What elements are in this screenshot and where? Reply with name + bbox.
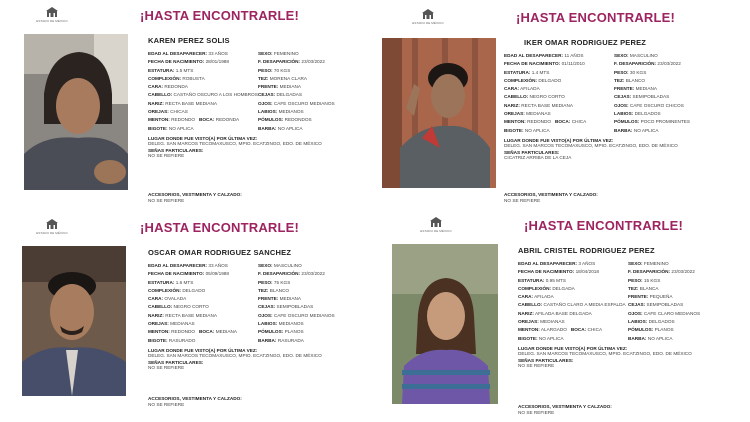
person-details bbox=[518, 260, 744, 343]
field-label: EDAD AL DESAPARECER: bbox=[148, 263, 208, 268]
distinguishing-marks-value: CICATRIZ ARRIBA DE LA CEJA bbox=[504, 155, 572, 161]
field-value: DELGADOS bbox=[648, 319, 675, 325]
field-label: SEXO: bbox=[614, 53, 629, 58]
field-label: BOCA: bbox=[555, 119, 571, 125]
field-value: SEMIPOBLADAS bbox=[646, 302, 684, 308]
card-headline: ¡HASTA ENCONTRARLE! bbox=[140, 8, 300, 23]
field-value: CHICA bbox=[571, 119, 587, 125]
government-logo bbox=[22, 6, 82, 23]
field-label: FRENTE: bbox=[258, 296, 279, 302]
field-label: OREJAS: bbox=[148, 109, 169, 115]
state-emblem-icon bbox=[430, 216, 442, 228]
field-value: DELGADO bbox=[182, 287, 206, 293]
field-value: POCO PROMINENTES bbox=[640, 119, 691, 125]
person-name: OSCAR OMAR RODRIGUEZ SANCHEZ bbox=[148, 248, 292, 257]
field-value: AFILADA BASE DELGADA bbox=[534, 310, 592, 316]
government-logo bbox=[22, 218, 82, 235]
field-value: 11 AÑOS bbox=[564, 53, 584, 58]
last-seen-label: LUGAR DONDE FUE VISTO(A) POR ÚLTIMA VEZ: bbox=[148, 348, 258, 353]
field-label: COMPLEXIÓN: bbox=[148, 75, 182, 81]
field-value: OVALADA bbox=[164, 296, 187, 302]
field-value: 28/01/1988 bbox=[205, 59, 230, 65]
field-value: NO APLICA bbox=[647, 335, 673, 341]
last-seen-location bbox=[148, 136, 358, 147]
field-value: NEGRO CORTO bbox=[173, 304, 209, 310]
person-details bbox=[504, 52, 720, 135]
field-value: 23/03/2022 bbox=[301, 59, 325, 65]
field-value: RASURADO bbox=[168, 337, 196, 343]
field-value: 75 KGS bbox=[273, 279, 291, 285]
person-photo bbox=[392, 244, 498, 404]
field-value: PLANOS bbox=[654, 327, 674, 333]
field-label: PÓMULOS: bbox=[258, 329, 284, 335]
field-label: FECHA DE NACIMIENTO: bbox=[148, 271, 205, 277]
field-label: PESO: bbox=[614, 69, 629, 75]
field-value: REDONDOS bbox=[284, 117, 312, 123]
field-value: 1.6 MTS bbox=[175, 279, 194, 285]
field-value: 0.95 MTS bbox=[545, 277, 567, 283]
field-label: PESO: bbox=[628, 277, 643, 283]
field-value: 15 KGS bbox=[643, 277, 661, 283]
field-label: COMPLEXIÓN: bbox=[504, 77, 538, 83]
field-value: RECTA BASE MEDIANA bbox=[521, 102, 573, 108]
field-label: MENTON: bbox=[504, 119, 526, 125]
field-label: OREJAS: bbox=[148, 321, 169, 327]
field-value: RECTA BASE MEDIANA bbox=[165, 312, 217, 318]
field-label: EDAD AL DESAPARECER: bbox=[518, 261, 578, 266]
field-label: SEXO: bbox=[258, 51, 273, 56]
field-label: OREJAS: bbox=[504, 111, 525, 117]
field-label: FECHA DE NACIMIENTO: bbox=[504, 61, 561, 67]
field-label: BIGOTE: bbox=[148, 125, 168, 131]
field-value: CAFE OSCURO MEDIANOS bbox=[273, 312, 335, 318]
field-value: 30 KGS bbox=[629, 69, 647, 75]
last-seen-value: DELEG. SAN MARCOS TECOMAXUSCO, MPIO. ECATZINGO, EDO. DE MÉXICO bbox=[148, 353, 322, 359]
last-seen-value: DELEG. SAN MARCOS TECOMAXUSCO, MPIO. ECATZINGO, EDO. DE MÉXICO bbox=[148, 141, 322, 147]
field-value: CASTAÑO OSCURO A LOS HOMBROS bbox=[173, 92, 258, 98]
field-value: PEQUEÑA bbox=[649, 294, 673, 300]
field-value: 33 AÑOS bbox=[208, 51, 228, 56]
field-label: PÓMULOS: bbox=[614, 119, 640, 125]
person-photo bbox=[382, 38, 496, 188]
field-label: MENTON: bbox=[148, 117, 170, 123]
distinguishing-marks-label: SEÑAS PARTICULARES: bbox=[148, 360, 204, 365]
missing-person-card bbox=[378, 4, 740, 209]
state-emblem-icon bbox=[422, 8, 434, 20]
field-label: ESTATURA: bbox=[148, 67, 175, 73]
last-seen-location bbox=[504, 138, 714, 149]
field-label: FECHA DE NACIMIENTO: bbox=[148, 59, 205, 65]
field-label: BIGOTE: bbox=[148, 337, 168, 343]
field-value: 33 AÑOS bbox=[208, 263, 228, 268]
field-value: REDONDA bbox=[215, 117, 240, 123]
field-label: CABELLO: bbox=[518, 302, 543, 308]
field-label: PESO: bbox=[258, 279, 273, 285]
card-headline: ¡HASTA ENCONTRARLE! bbox=[516, 10, 676, 25]
field-label: PÓMULOS: bbox=[258, 117, 284, 123]
field-value: REDONDO bbox=[527, 119, 552, 125]
person-name: IKER OMAR RODRIGUEZ PEREZ bbox=[524, 38, 647, 47]
field-label: NARIZ: bbox=[148, 312, 164, 318]
field-value: 1.4 MTS bbox=[531, 69, 550, 75]
missing-person-card bbox=[386, 212, 748, 417]
field-value: 18/04/2018 bbox=[575, 269, 600, 275]
field-value: 05/09/1988 bbox=[205, 271, 230, 277]
state-emblem-icon bbox=[46, 218, 58, 230]
field-value: REDONDA bbox=[164, 84, 188, 90]
field-value: RASURADA bbox=[277, 337, 304, 343]
government-logo bbox=[398, 8, 458, 25]
field-label: CARA: bbox=[518, 294, 534, 300]
field-label: BARBA: bbox=[258, 337, 277, 343]
field-value: CAFE OSCURO CHICOS bbox=[629, 102, 684, 108]
accessories-value: NO SE REFIERE bbox=[518, 410, 555, 415]
government-logo bbox=[406, 216, 466, 233]
field-label: PÓMULOS: bbox=[628, 327, 654, 333]
field-label: EDAD AL DESAPARECER: bbox=[504, 53, 564, 58]
field-value: CAFE OSCURO MEDIANOS bbox=[273, 100, 335, 106]
field-value: SEMIPOBLADAS bbox=[276, 304, 314, 310]
field-label: TEZ: bbox=[614, 77, 625, 83]
field-label: MENTON: bbox=[148, 329, 170, 335]
distinguishing-marks bbox=[518, 358, 573, 369]
last-seen-value: DELEG. SAN MARCOS TECOMAXUSCO, MPIO. ECATZINGO, EDO. DE MÉXICO bbox=[504, 143, 678, 149]
field-value: FEMENINO bbox=[273, 51, 299, 56]
field-value: FEMENINO bbox=[643, 261, 669, 266]
field-value: MEDIANA bbox=[279, 296, 301, 302]
field-label: TEZ: bbox=[628, 285, 639, 291]
field-label: BARBA: bbox=[258, 125, 277, 131]
field-label: EDAD AL DESAPARECER: bbox=[148, 51, 208, 56]
field-label: ESTATURA: bbox=[504, 69, 531, 75]
field-value: MEDIANAS bbox=[526, 111, 551, 117]
field-label: SEXO: bbox=[628, 261, 643, 266]
field-label: TEZ: bbox=[258, 75, 269, 81]
field-label: ESTATURA: bbox=[148, 279, 175, 285]
field-label: CEJAS: bbox=[258, 304, 276, 310]
field-label: CABELLO: bbox=[148, 304, 173, 310]
field-label: OJOS: bbox=[258, 312, 273, 318]
field-value: CASTAÑO CLARO A MEDIA ESPALDA bbox=[543, 302, 626, 308]
card-headline: ¡HASTA ENCONTRARLE! bbox=[140, 220, 300, 235]
state-emblem-icon bbox=[46, 6, 58, 18]
field-value: DELGADAS bbox=[276, 92, 303, 98]
field-value: MEDIANOS bbox=[278, 321, 304, 327]
person-details bbox=[148, 50, 364, 133]
field-value: ROBUSTA bbox=[182, 75, 205, 81]
accessories-value: NO SE REFIERE bbox=[148, 402, 185, 407]
field-label: COMPLEXIÓN: bbox=[148, 287, 182, 293]
field-value: MEDIANA bbox=[215, 329, 238, 335]
field-label: BIGOTE: bbox=[504, 127, 524, 133]
field-value: REDONDO bbox=[171, 117, 196, 123]
field-value: 23/03/2022 bbox=[301, 271, 325, 277]
field-label: F. DESAPARICIÓN: bbox=[628, 269, 671, 275]
field-label: CEJAS: bbox=[614, 94, 632, 100]
field-value: NEGRO CORTO bbox=[529, 94, 565, 100]
person-details bbox=[148, 262, 364, 345]
accessories-label: ACCESORIOS, VESTIMENTA Y CALZADO: bbox=[518, 404, 612, 409]
field-label: LABIOS: bbox=[614, 111, 634, 117]
person-name: KAREN PEREZ SOLIS bbox=[148, 36, 230, 45]
last-seen-location bbox=[518, 346, 728, 357]
field-value: PLANOS bbox=[284, 329, 304, 335]
field-value: SEMIPOBLADAS bbox=[632, 94, 670, 100]
last-seen-label: LUGAR DONDE FUE VISTO(A) POR ÚLTIMA VEZ: bbox=[148, 136, 258, 141]
field-label: BARBA: bbox=[614, 127, 633, 133]
field-value: BLANCA bbox=[639, 285, 659, 291]
field-label: BARBA: bbox=[628, 335, 647, 341]
last-seen-label: LUGAR DONDE FUE VISTO(A) POR ÚLTIMA VEZ: bbox=[504, 138, 614, 143]
field-value: MASCULINO bbox=[629, 53, 658, 58]
distinguishing-marks-label: SEÑAS PARTICULARES: bbox=[148, 148, 204, 153]
field-label: ESTATURA: bbox=[518, 277, 545, 283]
field-label: CABELLO: bbox=[504, 94, 529, 100]
field-label: F. DESAPARICIÓN: bbox=[614, 61, 657, 67]
field-value: MEDIANA bbox=[635, 86, 657, 92]
distinguishing-marks-value: NO SE REFIERE bbox=[148, 365, 185, 371]
field-value: 1.5 MTS bbox=[175, 67, 194, 73]
field-label: FRENTE: bbox=[628, 294, 649, 300]
field-label: OJOS: bbox=[628, 310, 643, 316]
field-value: AFILADA bbox=[520, 86, 540, 92]
field-label: OJOS: bbox=[614, 102, 629, 108]
field-label: CARA: bbox=[148, 84, 164, 90]
field-value: NO APLICA bbox=[168, 125, 194, 131]
field-value: NO APLICA bbox=[538, 335, 564, 341]
field-label: CARA: bbox=[504, 86, 520, 92]
person-photo bbox=[22, 246, 126, 396]
field-value: MASCULINO bbox=[273, 263, 302, 268]
distinguishing-marks bbox=[148, 360, 203, 371]
field-value: CHICA bbox=[587, 327, 603, 333]
last-seen-value: DELEG. SAN MARCOS TECOMAXUSCO, MPIO. ECATZINGO, EDO. DE MÉXICO bbox=[518, 351, 692, 357]
person-name: ABRIL CRISTEL RODRIGUEZ PEREZ bbox=[518, 246, 655, 255]
field-value: 01/11/2010 bbox=[561, 61, 585, 67]
field-label: PESO: bbox=[258, 67, 273, 73]
field-value: REDONDO bbox=[171, 329, 196, 335]
field-label: LABIOS: bbox=[258, 321, 278, 327]
missing-person-card bbox=[2, 214, 364, 419]
field-label: TEZ: bbox=[258, 287, 269, 293]
field-label: MENTON: bbox=[518, 327, 540, 333]
field-value: MEDIANA bbox=[279, 84, 301, 90]
field-value: 23/03/2022 bbox=[671, 269, 695, 275]
government-label: ESTADO DE MÉXICO bbox=[36, 19, 68, 23]
government-label: ESTADO DE MÉXICO bbox=[420, 229, 452, 233]
field-value: AFILADA bbox=[534, 294, 554, 300]
accessories-label: ACCESORIOS, VESTIMENTA Y CALZADO: bbox=[148, 396, 242, 401]
last-seen-location bbox=[148, 348, 358, 359]
accessories-clothing bbox=[148, 192, 242, 204]
field-value: NO APLICA bbox=[277, 125, 303, 131]
field-value: ALARGADO bbox=[540, 327, 567, 333]
field-value: MEDIANAS bbox=[540, 319, 565, 325]
field-label: LABIOS: bbox=[258, 109, 278, 115]
field-value: DELGADOS bbox=[634, 111, 661, 117]
last-seen-label: LUGAR DONDE FUE VISTO(A) POR ÚLTIMA VEZ: bbox=[518, 346, 628, 351]
missing-person-card bbox=[2, 2, 364, 207]
field-label: F. DESAPARICIÓN: bbox=[258, 271, 301, 277]
field-value: MEDIANAS bbox=[170, 321, 195, 327]
distinguishing-marks bbox=[504, 150, 571, 161]
field-value: 70 KGS bbox=[273, 67, 291, 73]
field-label: FRENTE: bbox=[614, 86, 635, 92]
field-label: OJOS: bbox=[258, 100, 273, 106]
accessories-label: ACCESORIOS, VESTIMENTA Y CALZADO: bbox=[504, 192, 598, 197]
distinguishing-marks-label: SEÑAS PARTICULARES: bbox=[504, 150, 560, 155]
field-value: 23/03/2022 bbox=[657, 61, 681, 67]
field-value: NO APLICA bbox=[524, 127, 550, 133]
field-label: NARIZ: bbox=[518, 310, 534, 316]
field-label: BOCA: bbox=[199, 117, 215, 123]
field-label: BIGOTE: bbox=[518, 335, 538, 341]
field-label: F. DESAPARICIÓN: bbox=[258, 59, 301, 65]
field-label: OREJAS: bbox=[518, 319, 539, 325]
distinguishing-marks-value: NO SE REFIERE bbox=[148, 153, 185, 159]
field-label: BOCA: bbox=[570, 327, 587, 333]
field-label: LABIOS: bbox=[628, 319, 648, 325]
field-label: SEXO: bbox=[258, 263, 273, 268]
field-value: CHICAS bbox=[170, 109, 188, 115]
distinguishing-marks-value: NO SE REFIERE bbox=[518, 363, 555, 369]
field-label: COMPLEXIÓN: bbox=[518, 285, 552, 291]
field-value: MEDIANOS bbox=[278, 109, 304, 115]
card-headline: ¡HASTA ENCONTRARLE! bbox=[524, 218, 684, 233]
field-label: CEJAS: bbox=[258, 92, 276, 98]
field-value: RECTA BASE MEDIANA bbox=[165, 100, 217, 106]
accessories-clothing bbox=[148, 396, 242, 408]
distinguishing-marks-label: SEÑAS PARTICULARES: bbox=[518, 358, 574, 363]
field-label: CEJAS: bbox=[628, 302, 646, 308]
field-label: NARIZ: bbox=[148, 100, 164, 106]
field-value: BLANCO bbox=[625, 77, 646, 83]
distinguishing-marks bbox=[148, 148, 203, 159]
field-label: FRENTE: bbox=[258, 84, 279, 90]
field-label: CABELLO: bbox=[148, 92, 173, 98]
field-value: CAFE CLARO MEDIANOS bbox=[643, 310, 701, 316]
field-value: NO APLICA bbox=[633, 127, 659, 133]
accessories-label: ACCESORIOS, VESTIMENTA Y CALZADO: bbox=[148, 192, 242, 197]
field-label: CARA: bbox=[148, 296, 164, 302]
field-label: BOCA: bbox=[199, 329, 215, 335]
field-value: DELGADO bbox=[538, 77, 562, 83]
field-value: MORENA CLARA bbox=[269, 75, 307, 81]
accessories-clothing bbox=[504, 192, 598, 204]
field-value: BLANCO bbox=[269, 287, 290, 293]
field-label: NARIZ: bbox=[504, 102, 520, 108]
accessories-clothing bbox=[518, 404, 612, 416]
person-photo bbox=[24, 34, 128, 190]
field-label: FECHA DE NACIMIENTO: bbox=[518, 269, 575, 275]
accessories-value: NO SE REFIERE bbox=[504, 198, 541, 203]
field-value: 3 AÑOS bbox=[578, 261, 596, 266]
government-label: ESTADO DE MÉXICO bbox=[412, 21, 444, 25]
field-value: DELGADA bbox=[552, 285, 575, 291]
government-label: ESTADO DE MÉXICO bbox=[36, 231, 68, 235]
accessories-value: NO SE REFIERE bbox=[148, 198, 185, 203]
